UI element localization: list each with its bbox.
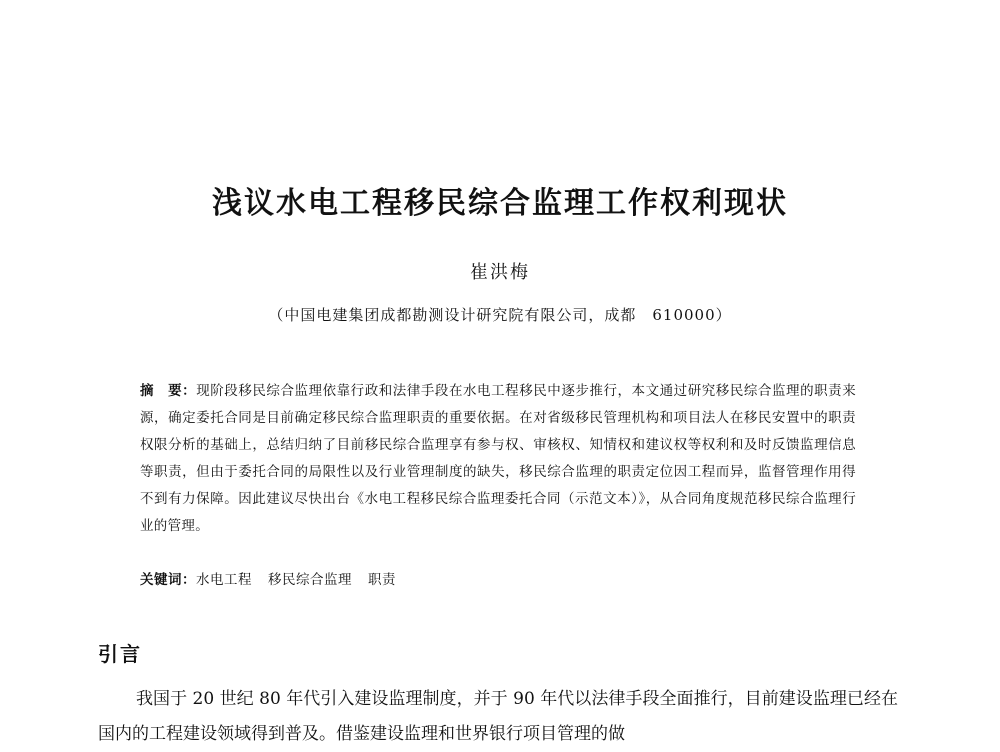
body-paragraph: 我国于 20 世纪 80 年代引入建设监理制度，并于 90 年代以法律手段全面推行，目前建设监理已经在国内的工程建设领域得到普及。借鉴建设监理和世界银行项目管理的做 [98, 689, 898, 744]
abstract [140, 378, 856, 540]
abstract-text: 现阶段移民综合监理依靠行政和法律手段在水电工程移民中逐步推行，本文通过研究移民综合监理的职责来源，确定委托合同是目前确定移民综合监理职责的重要依据。在对省级移民管理机构和项目法人在移民安置中的职责权限分析的基础上，总结归纳了目前移民综合监理享有参与权、审核权、知情权和建议权等权利和及时反馈监理信息等职责，但由于委托合同的局限性以及行业管理制度的缺失，移民综合监理的职责定位因工程而异，监督管理作用得不到有力保障。因此建议尽快出台《水电工程移民综合监理委托合同（示范文本）》，从合同角度规范移民综合监理行业的管理。 [140, 383, 856, 534]
paper-title: 浅议水电工程移民综合监理工作权利现状 [212, 186, 788, 221]
author-affiliation: （中国电建集团成都勘测设计研究院有限公司，成都 610000） [268, 306, 732, 324]
keywords-label: 关键词： [140, 572, 196, 588]
abstract-label: 摘 要： [140, 383, 197, 399]
keywords [140, 568, 856, 588]
section-heading: 引言 [98, 642, 142, 666]
keyword-item: 职责 [368, 572, 396, 588]
keyword-item: 移民综合监理 [268, 572, 352, 588]
keyword-item: 水电工程 [196, 572, 252, 588]
author-name: 崔洪梅 [470, 262, 530, 283]
